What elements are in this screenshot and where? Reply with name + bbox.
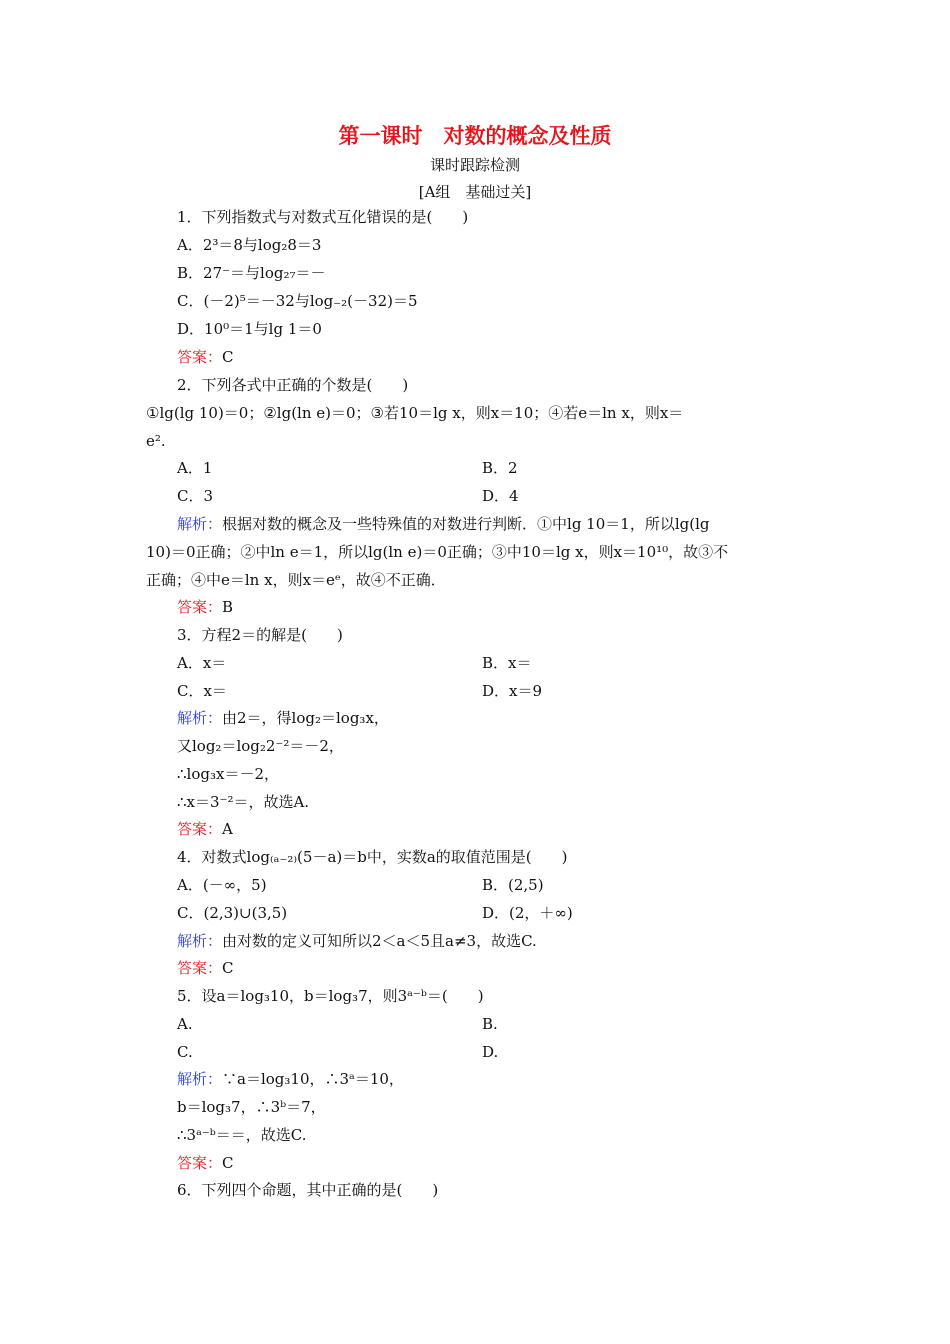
q5-option-c: C. (177, 1043, 193, 1061)
answer-label: 答案： (177, 1154, 223, 1172)
analysis-label: 解析： (177, 1070, 223, 1088)
q3-answer (177, 819, 233, 839)
q5-option-b: B. (482, 1015, 498, 1033)
answer-label: 答案： (177, 959, 223, 977)
q3-option-b: B．x＝ (482, 654, 532, 672)
answer-label: 答案： (177, 348, 223, 366)
q5-option-a: A. (177, 1015, 193, 1033)
q4-analysis-line1: 解析：由对数的定义可知所以2＜a＜5且a≠3，故选C. (177, 932, 537, 950)
page-title: 第一课时 对数的概念及性质 (338, 123, 612, 148)
page-subtitle: 课时跟踪检测 (429, 156, 520, 174)
q2-statements-line2: e². (146, 432, 166, 450)
q4-option-d: D．(2，＋∞) (482, 904, 573, 922)
q4-option-c: C．(2,3)∪(3,5) (177, 904, 288, 922)
q3-analysis-line2: 又log₂＝log₂2⁻²＝－2， (177, 737, 344, 755)
q1-answer (177, 347, 234, 367)
q3-analysis-line3: ∴log₃x＝－2， (177, 765, 279, 783)
group-heading: [A组 基础过关] (418, 183, 532, 201)
q3-option-a: A．x＝ (177, 654, 227, 672)
q6-stem: 6．下列四个命题，其中正确的是( ) (177, 1181, 439, 1199)
q3-answer-value: A (222, 820, 233, 838)
q5-answer (177, 1153, 234, 1173)
q2-statements-line1: ①lg(lg 10)＝0；②lg(ln e)＝0；③若10＝lg x，则x＝10；④若e＝ln x，则x＝ (146, 404, 684, 422)
q3-option-d: D．x＝9 (482, 682, 543, 700)
q5-analysis-line1: 解析：∵a＝log₃10，∴3ᵃ＝10， (177, 1070, 404, 1088)
q4-answer (177, 958, 234, 978)
q2-option-b: B．2 (482, 459, 518, 477)
q2-analysis-line2: 10)＝0正确；②中ln e＝1，所以lg(ln e)＝0正确；③中10＝lg x，则x＝10¹⁰，故③不 (146, 543, 729, 561)
q3-analysis-line4: ∴x＝3⁻²＝，故选A. (177, 793, 310, 811)
analysis-label: 解析： (177, 932, 223, 950)
analysis-label: 解析： (177, 515, 223, 533)
q2-option-a: A．1 (177, 459, 213, 477)
q5-option-d: D. (482, 1043, 499, 1061)
q2-analysis-line3: 正确；④中e＝ln x，则x＝eᵉ，故④不正确． (146, 571, 446, 589)
q4-option-b: B．(2,5) (482, 876, 544, 894)
q3-analysis-line1: 解析：由2＝，得log₂＝log₃x， (177, 709, 389, 727)
q1-option-b: B．27⁻＝与log₂₇＝－ (177, 264, 326, 282)
q2-stem: 2．下列各式中正确的个数是( ) (177, 376, 409, 394)
q2-answer-value: B (222, 598, 234, 616)
q4-option-a: A．(－∞，5) (177, 876, 267, 894)
q1-answer-value: C (222, 348, 234, 366)
answer-label: 答案： (177, 598, 223, 616)
q5-answer-value: C (222, 1154, 234, 1172)
q2-analysis-line1: 解析：根据对数的概念及一些特殊值的对数进行判断．①中lg 10＝1，所以lg(lg (177, 515, 710, 533)
q2-answer (177, 597, 233, 617)
q4-stem: 4．对数式log₍ₐ₋₂₎(5－a)＝b中，实数a的取值范围是( ) (177, 848, 568, 866)
answer-label: 答案： (177, 820, 223, 838)
q5-stem: 5．设a＝log₃10，b＝log₃7，则3ᵃ⁻ᵇ＝( ) (177, 987, 484, 1005)
q1-option-a: A．2³＝8与log₂8＝3 (177, 236, 322, 254)
q5-analysis-line2: b＝log₃7，∴3ᵇ＝7， (177, 1098, 326, 1116)
q5-analysis-line3: ∴3ᵃ⁻ᵇ＝＝，故选C. (177, 1126, 307, 1144)
q2-option-c: C．3 (177, 487, 214, 505)
q1-option-c: C．(－2)⁵＝－32与log₋₂(－32)＝5 (177, 292, 418, 310)
q1-option-d: D．10⁰＝1与lg 1＝0 (177, 320, 322, 338)
analysis-label: 解析： (177, 709, 223, 727)
q3-option-c: C．x＝ (177, 682, 227, 700)
q1-stem: 1．下列指数式与对数式互化错误的是( ) (177, 208, 469, 226)
q2-option-d: D．4 (482, 487, 519, 505)
q3-stem: 3．方程2＝的解是( ) (177, 626, 343, 644)
q4-answer-value: C (222, 959, 234, 977)
